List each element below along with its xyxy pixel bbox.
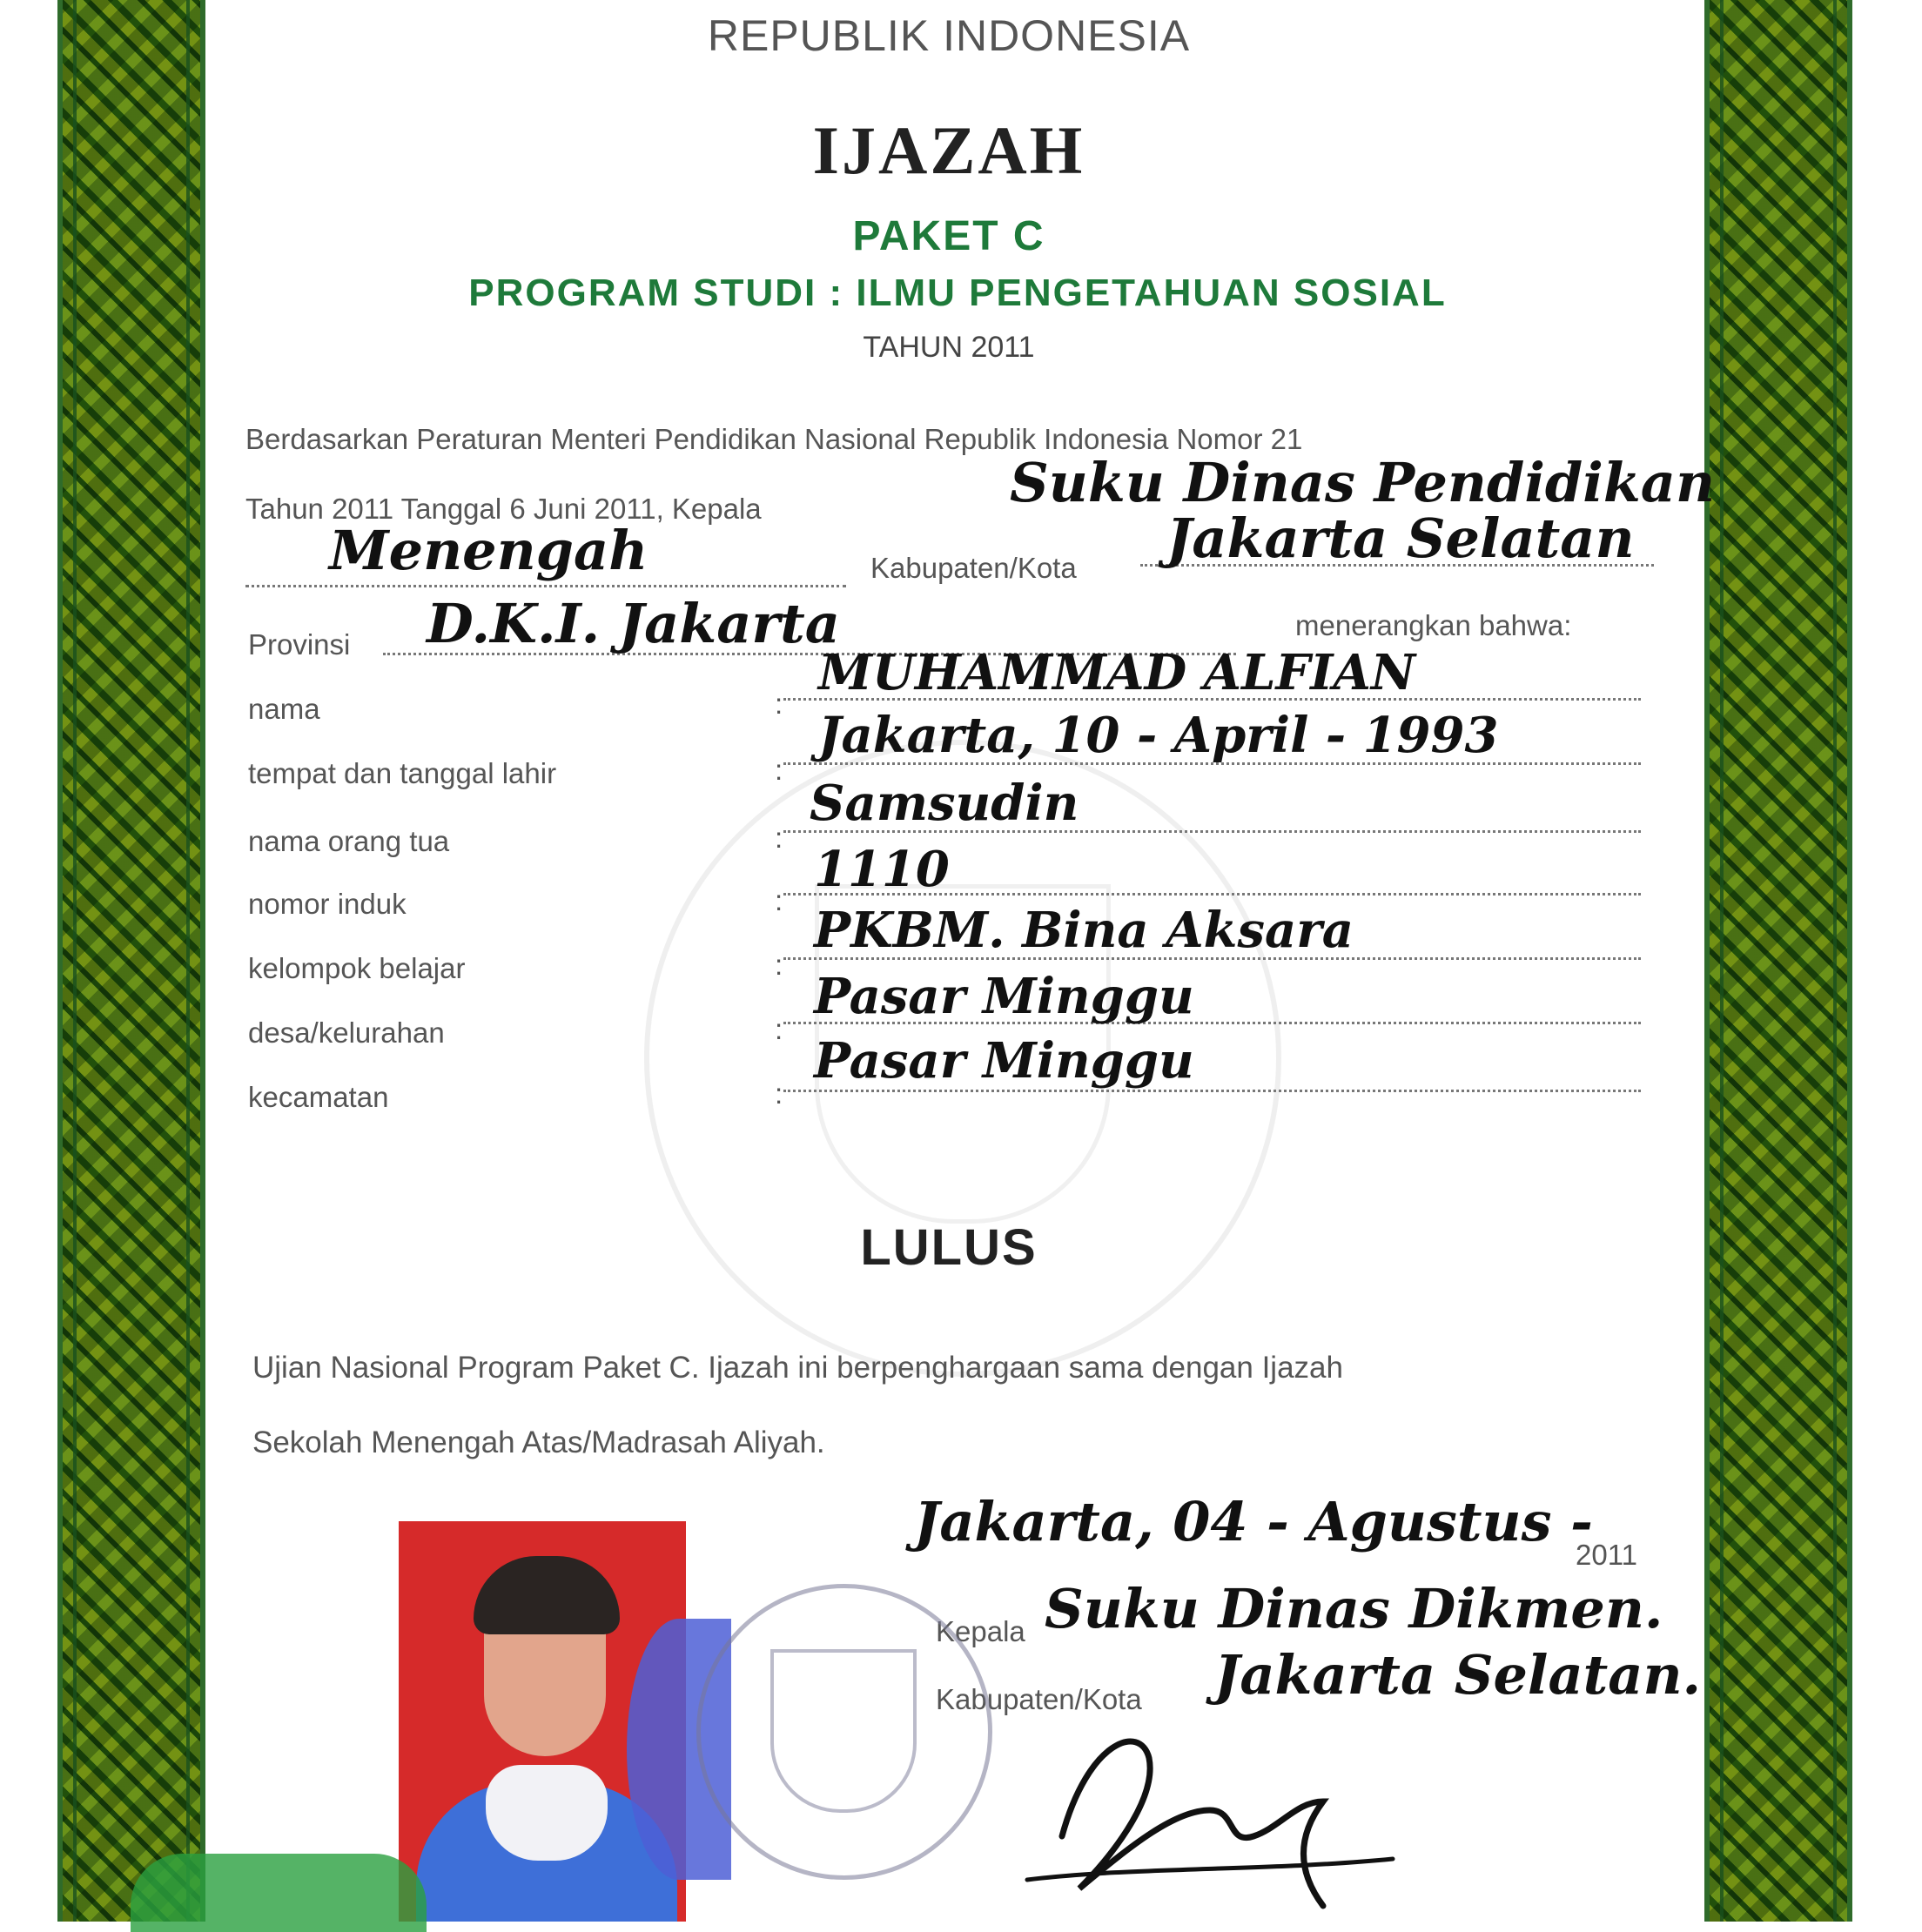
provinsi-label: Provinsi [248,628,351,661]
field-value-nama: MUHAMMAD ALFIAN [818,644,1416,701]
handwritten-office: Suku Dinas Pendidikan [1010,451,1716,514]
field-label-kelompok: kelompok belajar [248,952,466,984]
handwritten-place-date: Jakarta, 04 - Agustus - [914,1490,1593,1553]
signing-year: 2011 [1576,1539,1637,1571]
right-ornamental-border [1704,0,1852,1922]
statement-line-1: Ujian Nasional Program Paket C. Ijazah ini berpenghargaan sama dengan Ijazah [252,1351,1343,1385]
left-ornamental-border [57,0,205,1922]
field-value-ttl: Jakarta, 10 - April - 1993 [818,707,1499,764]
handwritten-city: Jakarta Selatan [1166,506,1635,570]
handwritten-menengah: Menengah [329,519,649,582]
field-value-kecamatan: Pasar Minggu [814,1032,1194,1090]
field-label-orang-tua: nama orang tua [248,825,450,857]
certificate-title: IJAZAH [812,112,1085,188]
official-stamp [696,1584,992,1880]
program-heading: PROGRAM STUDI : ILMU PENGETAHUAN SOSIAL [468,272,1447,314]
signature [1010,1706,1410,1915]
year-heading: TAHUN 2011 [863,331,1035,364]
field-label-ttl: tempat dan tanggal lahir [248,757,557,789]
field-value-desa: Pasar Minggu [814,968,1194,1025]
handwritten-kepala: Suku Dinas Dikmen. [1045,1577,1663,1640]
paket-heading: PAKET C [852,213,1045,259]
intro-line-1: Berdasarkan Peraturan Menteri Pendidikan Nasional Republik Indonesia Nomor 21 [245,423,1303,455]
dotted-line [245,585,846,587]
ministry-heading: REPUBLIK INDONESIA [707,11,1191,60]
intro-line-2-prefix: Tahun 2011 Tanggal 6 Juni 2011, Kepala [245,493,762,525]
dotted-line [783,1090,1641,1092]
handwritten-province: D.K.I. Jakarta [427,592,840,655]
field-label-kecamatan: kecamatan [248,1081,389,1113]
kepala-label: Kepala [936,1615,1025,1647]
result-lulus: LULUS [860,1219,1038,1276]
field-value-orang-tua: Samsudin [810,775,1079,832]
kota-label: Kabupaten/Kota [936,1683,1142,1715]
handwritten-kota: Jakarta Selatan. [1214,1643,1702,1707]
kabupaten-label: Kabupaten/Kota [870,552,1077,584]
green-ink-mark [131,1854,427,1932]
field-label-nomor-induk: nomor induk [248,888,407,920]
field-label-nama: nama [248,693,320,725]
field-label-desa: desa/kelurahan [248,1016,445,1049]
field-value-nomor-induk: 1110 [814,841,950,898]
menerangkan-label: menerangkan bahwa: [1295,609,1572,641]
statement-line-2: Sekolah Menengah Atas/Madrasah Aliyah. [252,1426,825,1459]
field-value-kelompok: PKBM. Bina Aksara [814,902,1354,959]
